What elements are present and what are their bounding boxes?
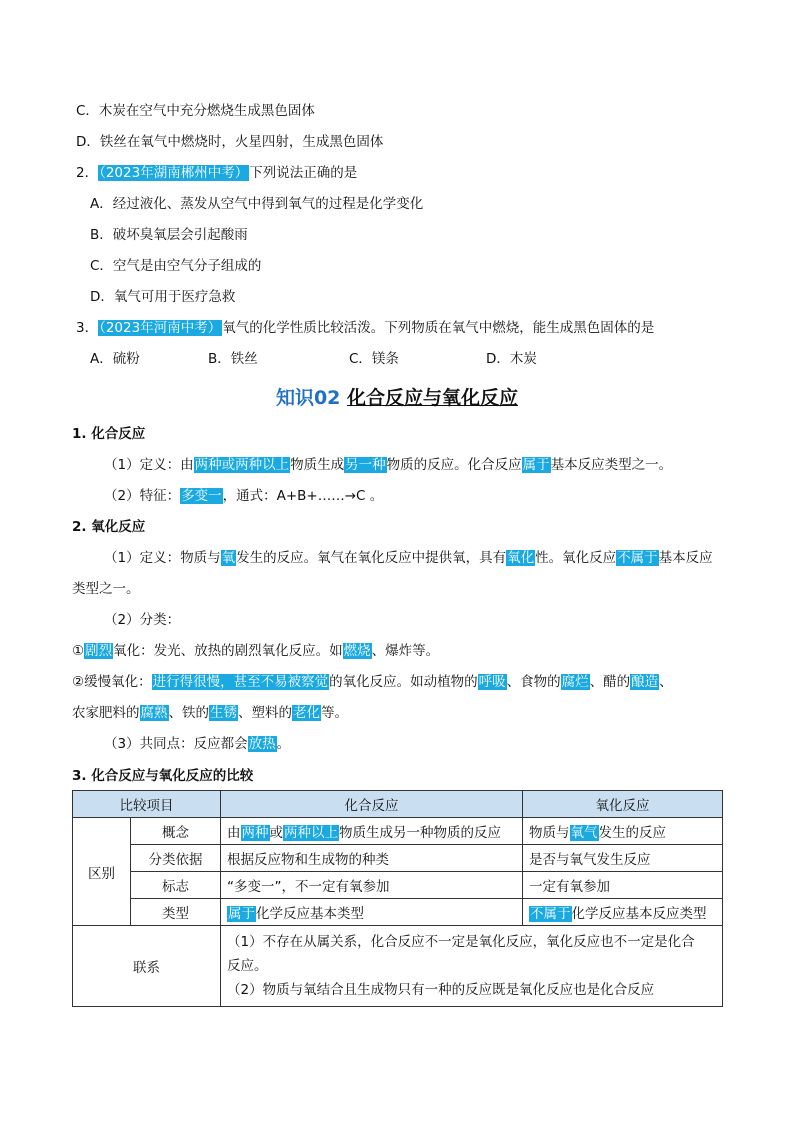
question-2: [76, 163, 357, 183]
text: 物质与: [529, 825, 570, 841]
highlight: 不属于: [617, 550, 658, 566]
highlight: 属于: [522, 457, 550, 473]
question-number: 2．: [76, 165, 99, 181]
q3-option-a: A．硫粉: [90, 351, 140, 367]
question-stem: 下列说法正确的是: [249, 165, 358, 181]
table-row: [73, 872, 723, 899]
highlight: 两种或两种以上: [194, 457, 290, 473]
text: 物质生成另一种物质的反应: [339, 825, 501, 841]
oxidation-definition: [104, 548, 713, 568]
comparison-table: [72, 790, 723, 1007]
header-item: 比较项目: [73, 791, 221, 818]
highlight: 剧烈: [85, 643, 113, 659]
question-source-tag: （2023年湖南郴州中考）: [99, 165, 249, 181]
cell-oxidation: 是否与氧气发生反应: [523, 845, 723, 872]
subheading-combination: 1. 化合反应: [72, 426, 146, 442]
text: 氧化：发光、放热的剧烈氧化反应。如: [113, 643, 343, 659]
question-3: [76, 318, 654, 338]
section-number: 02: [313, 387, 341, 409]
cell-combination: “多变一”，不一定有氧参加: [221, 872, 523, 899]
link-point-1-cont: 反应。: [227, 958, 268, 974]
text: 农家肥料的: [72, 705, 140, 721]
row-label: 标志: [131, 872, 221, 899]
q3-option-d: D．木炭: [486, 351, 537, 367]
combination-definition: [104, 455, 672, 475]
highlight: 氧: [221, 550, 236, 566]
subheading-comparison: 3. 化合反应与氧化反应的比较: [72, 768, 254, 784]
violent-oxidation: [72, 641, 439, 661]
q3-option-c: C．镁条: [349, 351, 399, 367]
q3-option-b: B．铁丝: [208, 351, 258, 367]
highlight: 生锈: [210, 705, 237, 721]
text: 、塑料的: [238, 705, 292, 721]
text: 、醋的: [589, 674, 631, 690]
text: （1）定义：由: [104, 457, 194, 473]
text: 化学反应基本反应类型: [571, 906, 707, 922]
text: 发生的反应。氧气在氧化反应中提供氧，具有: [236, 550, 507, 566]
text: 化学反应基本类型: [256, 906, 364, 922]
highlight: 两种: [241, 825, 269, 841]
highlight: 呼吸: [478, 674, 506, 690]
text: 基本反应类型之一。: [550, 457, 673, 473]
text: （1）定义：物质与: [104, 550, 221, 566]
highlight: 燃烧: [343, 643, 371, 659]
cell-oxidation: [523, 899, 723, 926]
row-label: 类型: [131, 899, 221, 926]
highlight: 腐熟: [140, 705, 168, 721]
highlight: 老化: [293, 705, 320, 721]
row-label: 概念: [131, 818, 221, 845]
text: 性。氧化反应: [535, 550, 617, 566]
table-row: [73, 818, 723, 845]
text: 、: [659, 674, 673, 690]
text: 的氧化反应。如动植物的: [329, 674, 478, 690]
text: 等。: [321, 705, 348, 721]
link-label: 联系: [73, 926, 221, 1007]
highlight: 不属于: [530, 906, 571, 922]
oxidation-definition-cont: 类型之一。: [72, 581, 140, 597]
text: （1）不存在从属关系，化合反应不一定是氧化反应，氧化反应也不一定是化合: [227, 934, 695, 950]
combination-feature: [104, 486, 383, 506]
cell-combination: 根据反应物和生成物的种类: [221, 845, 523, 872]
table-header-row: [73, 791, 723, 818]
text: 、爆炸等。: [371, 643, 440, 659]
q2-option-b: B．破坏臭氧层会引起酸雨: [90, 227, 248, 243]
link-point-2: （2）物质与氧结合且生成物只有一种的反应既是氧化反应也是化合反应: [227, 982, 655, 998]
text: 、食物的: [506, 674, 561, 690]
subheading-oxidation: 2. 氧化反应: [72, 519, 146, 535]
section-prefix: 知识: [275, 387, 314, 409]
text: 、铁的: [168, 705, 209, 721]
text: 发生的反应: [598, 825, 666, 841]
section-title: [0, 385, 794, 411]
q2-option-a: A．经过液化、蒸发从空气中得到氧气的过程是化学变化: [90, 196, 424, 212]
group-difference: 区别: [73, 818, 131, 926]
header-oxidation: 氧化反应: [523, 791, 723, 818]
highlight: 放热: [248, 736, 276, 752]
table-row: [73, 845, 723, 872]
text: ②缓慢氧化：: [72, 674, 152, 690]
highlight: 多变一: [181, 488, 222, 504]
question-source-tag: （2023年河南中考）: [99, 320, 222, 336]
text: （2）特征：: [104, 488, 181, 504]
table-row-link: [73, 926, 723, 1007]
text: 由: [227, 825, 241, 841]
row-label: 分类依据: [131, 845, 221, 872]
text: ①: [72, 643, 85, 659]
highlight: 氧化: [507, 550, 535, 566]
oxidation-classification: （2）分类：: [104, 612, 181, 628]
text: 或: [269, 825, 283, 841]
slow-oxidation: [72, 672, 673, 692]
text: 。: [276, 736, 291, 752]
section-main-title: 化合反应与氧化反应: [347, 387, 519, 409]
q2-option-c: C．空气是由空气分子组成的: [90, 258, 262, 274]
text: 基本反应: [658, 550, 713, 566]
highlight: 腐烂: [561, 674, 589, 690]
q2-option-d: D．氧气可用于医疗急救: [90, 289, 236, 305]
link-point-1: [227, 930, 716, 954]
slow-oxidation-cont: [72, 703, 348, 723]
table-row: [73, 899, 723, 926]
cell-oxidation: 一定有氧参加: [523, 872, 723, 899]
highlight: 两种以上: [284, 825, 338, 841]
highlight: 属于: [228, 906, 255, 922]
link-content: [221, 926, 723, 1007]
text: ，通式：A+B+……→C 。: [222, 488, 384, 504]
cell-oxidation: [523, 818, 723, 845]
question-number: 3．: [76, 320, 99, 336]
text: 物质生成: [290, 457, 345, 473]
highlight: 氧气: [570, 825, 598, 841]
question-stem: 氧气的化学性质比较活泼。下列物质在氧气中燃烧，能生成黑色固体的是: [222, 320, 655, 336]
oxidation-common: [104, 734, 290, 754]
option-d-prev: D．铁丝在氧气中燃烧时，火星四射，生成黑色固体: [76, 134, 384, 150]
option-c-prev: C．木炭在空气中充分燃烧生成黑色固体: [76, 103, 315, 119]
highlight: 进行得很慢，甚至不易被察觉: [152, 674, 329, 690]
header-combination: 化合反应: [221, 791, 523, 818]
cell-combination: [221, 899, 523, 926]
cell-combination: [221, 818, 523, 845]
text: 物质的反应。化合反应: [386, 457, 522, 473]
highlight: 另一种: [345, 457, 386, 473]
text: （3）共同点：反应都会: [104, 736, 248, 752]
highlight: 酿造: [631, 674, 659, 690]
